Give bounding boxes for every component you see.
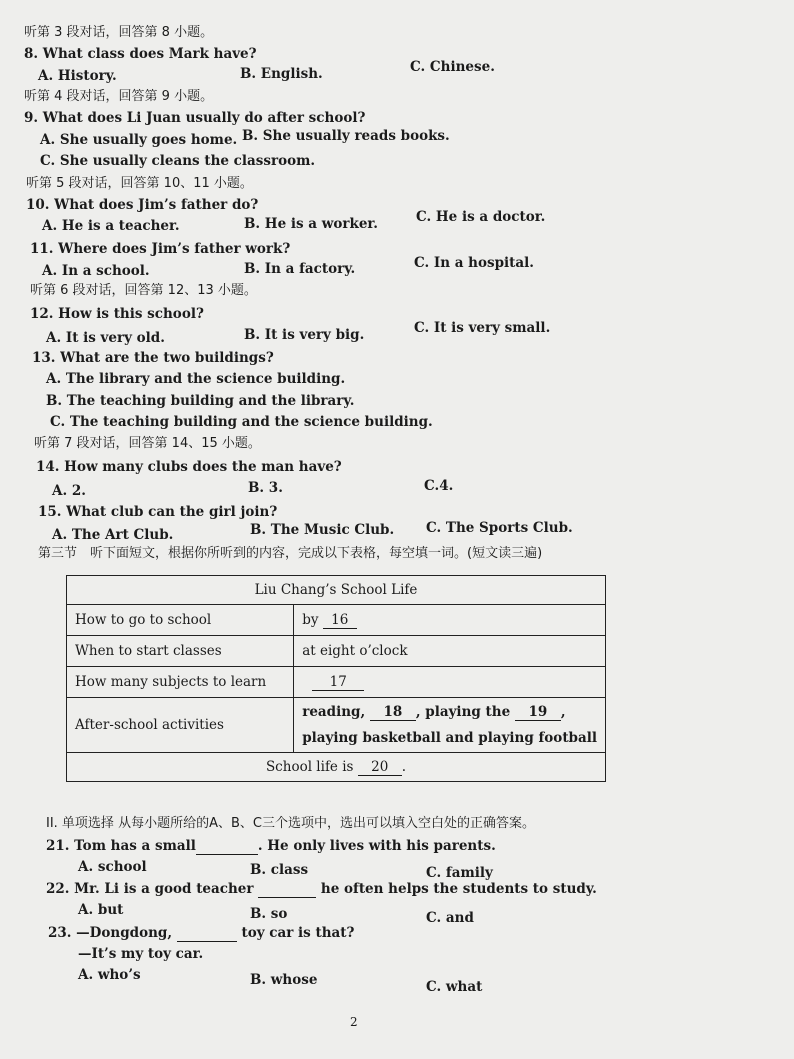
q13-stem: 13. What are the two buildings?: [32, 350, 274, 366]
q14-option-a: A. 2.: [52, 483, 86, 499]
q14-option-c: C.4.: [424, 478, 454, 494]
q23-blank: [177, 926, 237, 942]
activities-line-1: [302, 699, 597, 725]
q15-option-c: C. The Sports Club.: [426, 520, 573, 536]
q11-option-c: C. In a hospital.: [414, 255, 534, 271]
blank-19: 19: [515, 705, 561, 721]
q15-option-a: A. The Art Club.: [52, 527, 174, 543]
section-3-instruction: 第三节 听下面短文，根据你所听到的内容，完成以下表格，每空填一词。(短文读三遍): [38, 546, 543, 561]
school-life-table: [66, 575, 606, 782]
row-label-start-classes: When to start classes: [67, 636, 294, 667]
dialog-7-instruction: 听第 7 段对话，回答第 14、15 小题。: [34, 436, 261, 451]
q8-option-b: B. English.: [240, 66, 323, 82]
q23-stem: [48, 924, 354, 942]
footer-prefix: School life is: [265, 758, 358, 775]
q22-option-b: B. so: [250, 906, 288, 922]
row-value-after-school: [294, 698, 606, 753]
activities-part-1: reading,: [302, 704, 370, 720]
q13-option-c: C. The teaching building and the science building.: [50, 414, 433, 430]
q23-stem-start: 23. —Dongdong,: [48, 925, 177, 941]
q9-option-a: A. She usually goes home.: [40, 132, 238, 148]
q21-option-c: C. family: [426, 865, 493, 881]
q11-stem: 11. Where does Jim’s father work?: [30, 241, 291, 257]
q21-blank: [196, 839, 258, 855]
blank-20: 20: [358, 760, 402, 776]
part-2-heading: II. 单项选择 从每小题所给的A、B、C三个选项中，选出可以填入空白处的正确答案。: [46, 816, 535, 831]
by-prefix: by: [302, 611, 323, 628]
q12-option-b: B. It is very big.: [244, 327, 365, 343]
q15-option-b: B. The Music Club.: [250, 522, 395, 538]
blank-16: 16: [323, 613, 357, 629]
q21-stem-start: 21. Tom has a small: [46, 838, 196, 854]
dialog-6-instruction: 听第 6 段对话，回答第 12、13 小题。: [30, 283, 257, 298]
q11-option-b: B. In a factory.: [244, 261, 356, 277]
q9-option-b: B. She usually reads books.: [242, 128, 450, 144]
q10-option-b: B. He is a worker.: [244, 216, 378, 232]
dialog-3-instruction: 听第 3 段对话，回答第 8 小题。: [24, 25, 214, 40]
q22-stem-start: 22. Mr. Li is a good teacher: [46, 881, 259, 897]
table-footer: [67, 753, 606, 782]
row-label-after-school: After-school activities: [67, 698, 294, 753]
row-value-how-to-go: [294, 605, 606, 636]
q12-option-c: C. It is very small.: [414, 320, 551, 336]
q22-stem-end: he often helps the students to study.: [316, 881, 597, 897]
blank-17: 17: [312, 675, 364, 691]
q13-option-b: B. The teaching building and the library.: [46, 393, 355, 409]
q22-stem: [46, 880, 597, 898]
q22-option-a: A. but: [78, 902, 124, 918]
q12-stem: 12. How is this school?: [30, 306, 204, 322]
footer-suffix: .: [401, 758, 407, 775]
q10-stem: 10. What does Jim’s father do?: [26, 197, 259, 213]
dialog-5-instruction: 听第 5 段对话，回答第 10、11 小题。: [26, 176, 253, 191]
q23-option-a: A. who’s: [78, 967, 141, 983]
q11-option-a: A. In a school.: [42, 263, 150, 279]
row-label-how-to-go: How to go to school: [67, 605, 294, 636]
q21-option-a: A. school: [78, 859, 147, 875]
q14-stem: 14. How many clubs does the man have?: [36, 459, 342, 475]
q23-stem-end: toy car is that?: [236, 925, 355, 941]
q15-stem: 15. What club can the girl join?: [38, 504, 278, 520]
q8-option-c: C. Chinese.: [410, 59, 495, 75]
q9-stem: 9. What does Li Juan usually do after school?: [24, 110, 366, 126]
q10-option-a: A. He is a teacher.: [42, 218, 180, 234]
dialog-4-instruction: 听第 4 段对话，回答第 9 小题。: [24, 89, 214, 104]
q22-blank: [258, 882, 316, 898]
table-title: Liu Chang’s School Life: [67, 576, 606, 605]
row-value-start-classes: at eight o’clock: [294, 636, 606, 667]
q23-option-c: C. what: [426, 979, 483, 995]
blank-18: 18: [370, 705, 416, 721]
q8-stem: 8. What class does Mark have?: [24, 46, 257, 62]
page-number: 2: [350, 1015, 358, 1029]
q21-stem-end: . He only lives with his parents.: [257, 838, 496, 854]
q10-option-c: C. He is a doctor.: [416, 209, 546, 225]
q13-option-a: A. The library and the science building.: [46, 371, 346, 387]
activities-part-3: ,: [560, 704, 566, 720]
q8-option-a: A. History.: [38, 68, 117, 84]
q12-option-a: A. It is very old.: [46, 330, 165, 346]
row-label-subjects: How many subjects to learn: [67, 667, 294, 698]
q22-option-c: C. and: [426, 910, 474, 926]
q23-option-b: B. whose: [250, 972, 318, 988]
q21-option-b: B. class: [250, 862, 309, 878]
activities-line-2: playing basketball and playing football: [302, 730, 597, 746]
q23-reply: —It’s my toy car.: [78, 946, 204, 962]
q9-option-c: C. She usually cleans the classroom.: [40, 153, 316, 169]
activities-part-2: , playing the: [415, 704, 515, 720]
q14-option-b: B. 3.: [248, 480, 283, 496]
row-value-subjects: [294, 667, 606, 698]
q21-stem: [46, 837, 496, 855]
